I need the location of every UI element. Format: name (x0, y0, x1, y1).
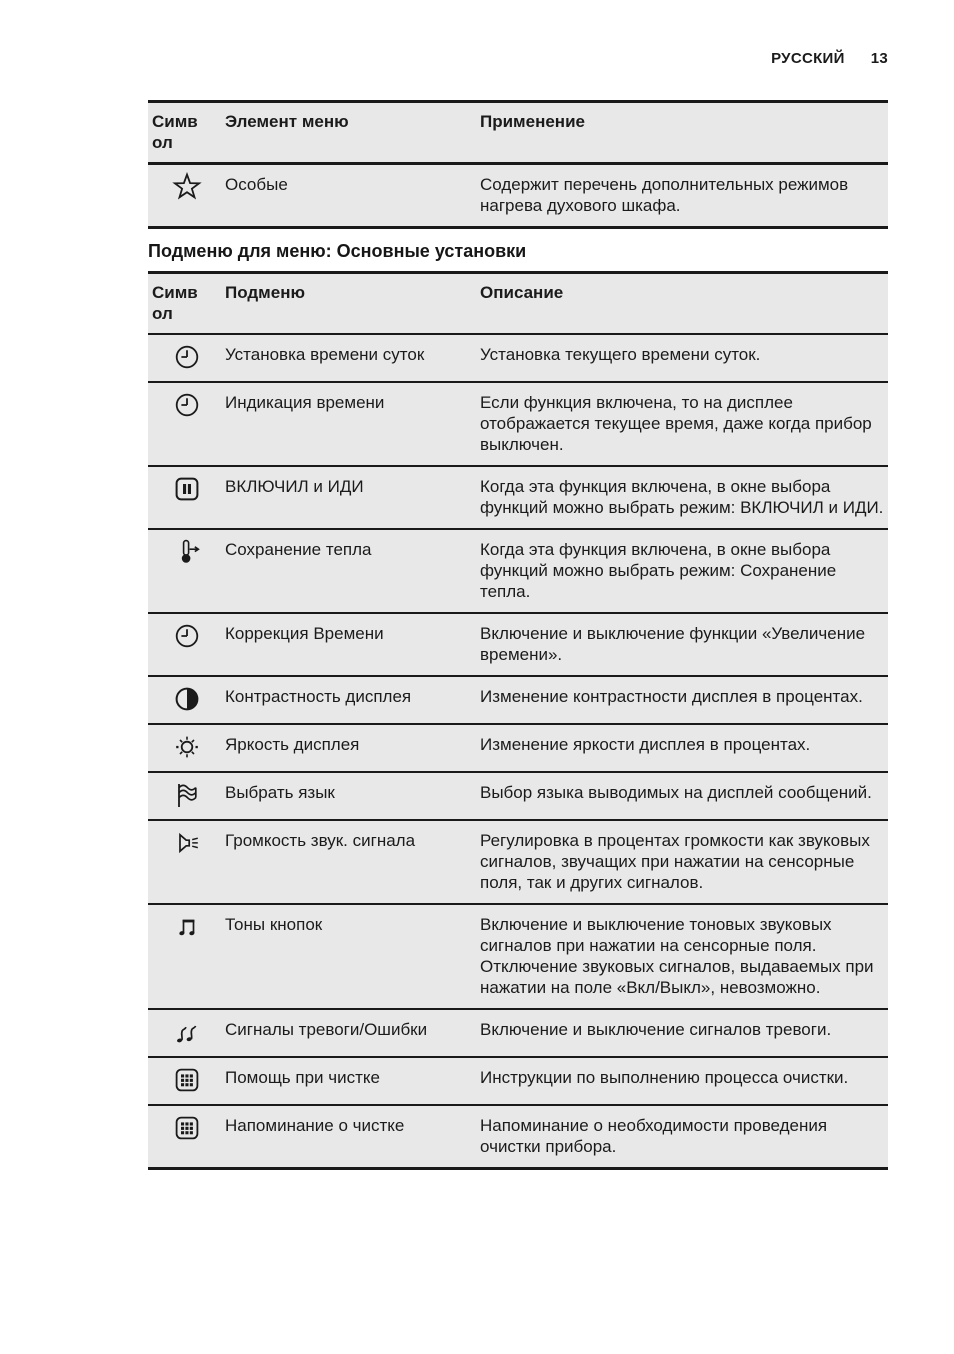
clock-icon (172, 390, 202, 420)
col-header-description: Описание (480, 283, 564, 302)
symbol-cell (148, 724, 225, 772)
submenu-table-head (148, 273, 888, 335)
submenu-table-body (148, 334, 888, 1169)
submenu-table (148, 271, 888, 1170)
table-row (148, 334, 888, 382)
col-header-symbol (148, 102, 225, 164)
submenu-description: Установка текущего времени суток. (480, 345, 761, 364)
flag-icon (172, 780, 202, 810)
submenu-description: Когда эта функция включена, в окне выбора функций можно выбрать режим: Сохранение тепла. (480, 540, 837, 601)
header-row (148, 273, 888, 335)
symbol-cell (148, 1057, 225, 1105)
contrast-icon (172, 684, 202, 714)
page-number: 13 (870, 50, 888, 67)
submenu-name: Выбрать язык (225, 783, 335, 802)
submenu-description: Включение и выключение тоновых звуковых сигналов при нажатии на сенсорные поля. Отключение звуковых сигналов, выдаваемых при нажатии на поле «Вкл/Выкл», невозможно. (480, 915, 874, 997)
table-row (148, 466, 888, 529)
submenu-description: Включение и выключение сигналов тревоги. (480, 1020, 832, 1039)
header-row (148, 102, 888, 164)
submenu-description: Инструкции по выполнению процесса очистки. (480, 1068, 849, 1087)
cleaning-grid-icon (172, 1065, 202, 1095)
submenu-description: Когда эта функция включена, в окне выбора функций можно выбрать режим: ВКЛЮЧИЛ и ИДИ. (480, 477, 884, 517)
table-row (148, 164, 888, 228)
thermometer-arrow-icon (172, 537, 202, 567)
col-header-symbol (148, 273, 225, 335)
symbol-cell (148, 164, 225, 228)
clock-icon (172, 342, 202, 372)
col-header-item: Элемент меню (225, 112, 349, 131)
col-header-symbol-label: Симв ол (152, 283, 198, 323)
submenu-description: Изменение контрастности дисплея в процентах. (480, 687, 863, 706)
submenu-name: Сохранение тепла (225, 540, 372, 559)
alarm-notes-icon (172, 1017, 202, 1047)
submenu-description: Регулировка в процентах громкости как звуковых сигналов, звучащих при нажатии на сенсорные поля, так и других сигналов. (480, 831, 870, 892)
submenu-name: Установка времени суток (225, 345, 425, 364)
symbol-cell (148, 904, 225, 1009)
table-row (148, 724, 888, 772)
submenu-description: Если функция включена, то на дисплее отображается текущее время, даже когда прибор выключен. (480, 393, 872, 454)
submenu-name: Коррекция Времени (225, 624, 384, 643)
submenu-name: Индикация времени (225, 393, 385, 412)
table-row (148, 772, 888, 820)
symbol-cell (148, 772, 225, 820)
menu-item-description: Содержит перечень дополнительных режимов нагрева духового шкафа. (480, 175, 849, 215)
submenu-section-title: Подменю для меню: Основные установки (148, 241, 527, 261)
brightness-icon (172, 732, 202, 762)
submenu-name: Помощь при чистке (225, 1068, 380, 1087)
col-header-use: Применение (480, 112, 585, 131)
menu-table (148, 100, 888, 229)
table-row (148, 613, 888, 676)
table-row (148, 676, 888, 724)
pause-icon (172, 474, 202, 504)
col-header-symbol-label: Симв ол (152, 112, 198, 152)
submenu-name: Напоминание о чистке (225, 1116, 405, 1135)
submenu-description: Выбор языка выводимых на дисплей сообщений. (480, 783, 872, 802)
table-row (148, 820, 888, 904)
speaker-icon (172, 828, 202, 858)
page-header (771, 50, 888, 67)
menu-table-head (148, 102, 888, 164)
submenu-name: Тоны кнопок (225, 915, 323, 934)
symbol-cell (148, 676, 225, 724)
symbol-cell (148, 1105, 225, 1169)
submenu-description: Напоминание о необходимости проведения очистки прибора. (480, 1116, 828, 1156)
clock-icon (172, 621, 202, 651)
symbol-cell (148, 529, 225, 613)
menu-table-body (148, 164, 888, 228)
symbol-cell (148, 466, 225, 529)
submenu-name: ВКЛЮЧИЛ и ИДИ (225, 477, 364, 496)
symbol-cell (148, 334, 225, 382)
symbol-cell (148, 613, 225, 676)
language-label: РУССКИЙ (771, 50, 845, 67)
table-row (148, 1057, 888, 1105)
star-icon (172, 172, 202, 202)
symbol-cell (148, 382, 225, 466)
table-row (148, 529, 888, 613)
symbol-cell (148, 1009, 225, 1057)
submenu-name: Яркость дисплея (225, 735, 360, 754)
table-row (148, 904, 888, 1009)
page-content (148, 100, 888, 1170)
submenu-description: Изменение яркости дисплея в процентах. (480, 735, 811, 754)
submenu-name: Контрастность дисплея (225, 687, 412, 706)
table-row (148, 382, 888, 466)
cleaning-grid-icon (172, 1113, 202, 1143)
menu-item-name: Особые (225, 175, 288, 194)
submenu-name: Сигналы тревоги/Ошибки (225, 1020, 428, 1039)
beamed-note-icon (172, 912, 202, 942)
submenu-name: Громкость звук. сигнала (225, 831, 416, 850)
table-row (148, 1009, 888, 1057)
symbol-cell (148, 820, 225, 904)
submenu-description: Включение и выключение функции «Увеличение времени». (480, 624, 866, 664)
col-header-submenu: Подменю (225, 283, 305, 302)
table-row (148, 1105, 888, 1169)
